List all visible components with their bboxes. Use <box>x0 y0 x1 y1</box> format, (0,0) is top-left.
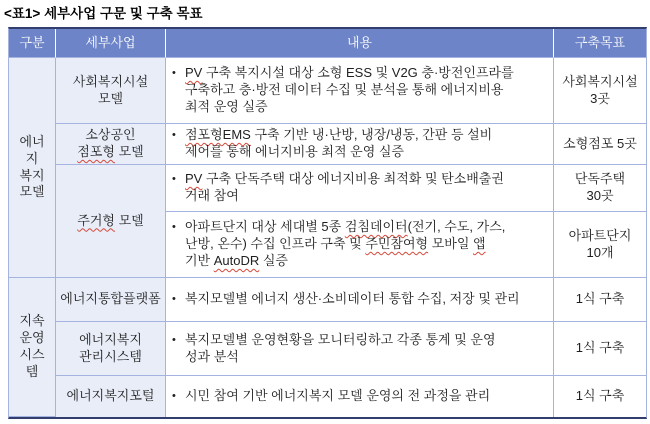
project-cell-energy-integration-platform: 에너지통합플랫폼 <box>56 278 166 322</box>
content-cell-residential-apartment <box>166 212 554 278</box>
group-cell-sustained-operation-systems: 지속 운영 시스 템 <box>9 278 56 417</box>
table-row <box>9 124 646 165</box>
content-text: 복지모델별 에너지 생산·소비데이터 통합 수집, 저장 및 관리 <box>185 291 520 307</box>
bullet-icon: • <box>172 390 176 403</box>
project-cell-small-business-store: 소상공인 점포형 모델 <box>56 124 166 165</box>
goal-cell-energy-integration-platform: 1식 구축 <box>554 278 646 322</box>
project-cell-residential: 주거형 모델 <box>56 165 166 278</box>
content-cell-energy-integration-platform <box>166 278 554 322</box>
group-cell-energy-welfare-models: 에너 지 복지 모델 <box>9 58 56 278</box>
goal-cell-energy-welfare-portal: 1식 구축 <box>554 376 646 417</box>
content-cell-small-business-store <box>166 124 554 165</box>
bullet-icon: • <box>172 67 176 80</box>
header-cell-project: 세부사업 <box>56 29 166 58</box>
goal-cell-social-welfare-facility: 사회복지시설 3곳 <box>554 58 646 124</box>
goal-cell-residential-apartment: 아파트단지 10개 <box>554 212 646 278</box>
bullet-icon: • <box>172 293 176 306</box>
content-text: 점포형EMS 구축 기반 냉·난방, 냉장/냉동, 간판 등 설비 제어를 통해 에너지비용 최적 운영 실증 <box>185 127 493 159</box>
content-cell-energy-welfare-portal <box>166 376 554 417</box>
content-text: 시민 참여 기반 에너지복지 모델 운영의 전 과정을 관리 <box>185 388 491 404</box>
project-cell-social-welfare-facility: 사회복지시설 모델 <box>56 58 166 124</box>
table-row <box>9 376 646 417</box>
header-cell-category: 구분 <box>9 29 56 58</box>
content-text: PV 구축 복지시설 대상 소형 ESS 및 V2G 충·방전인프라를 구축하고 충·방전 데이터 수집 및 분석을 통해 에너지비용 최적 운영 실증 <box>185 65 514 114</box>
content-cell-social-welfare-facility <box>166 58 554 124</box>
table-row <box>9 58 646 124</box>
project-cell-energy-welfare-portal: 에너지복지포털 <box>56 376 166 417</box>
goal-cell-small-business-store: 소형점포 5곳 <box>554 124 646 165</box>
content-cell-energy-welfare-management-system <box>166 322 554 376</box>
content-cell-residential-house <box>166 165 554 212</box>
header-cell-goal: 구축목표 <box>554 29 646 58</box>
bullet-icon: • <box>172 221 176 234</box>
table-row <box>9 165 646 212</box>
table-caption: <표1> 세부사업 구문 및 구축 목표 <box>4 6 203 21</box>
goal-cell-residential-house: 단독주택 30곳 <box>554 165 646 212</box>
project-cell-energy-welfare-management-system: 에너지복지 관리시스템 <box>56 322 166 376</box>
summary-table <box>8 27 647 419</box>
bullet-icon: • <box>172 173 176 186</box>
content-text: 복지모델별 운영현황을 모니터링하고 각종 통계 및 운영 성과 분석 <box>185 331 496 364</box>
bullet-icon: • <box>172 333 176 346</box>
goal-cell-energy-welfare-management-system: 1식 구축 <box>554 322 646 376</box>
content-text: PV 구축 단독주택 대상 에너지비용 최적화 및 탄소배출권 거래 참여 <box>185 171 504 203</box>
table-row <box>9 322 646 376</box>
content-text: 아파트단지 대상 세대별 5종 검침데이터(전기, 수도, 가스, 난방, 온수) 수집 인프라 구축 및 주민참여형 모바일 앱 기반 AutoDR 실증 <box>185 219 506 268</box>
bullet-icon: • <box>172 129 176 142</box>
table-row <box>9 278 646 322</box>
header-cell-content: 내용 <box>166 29 554 58</box>
